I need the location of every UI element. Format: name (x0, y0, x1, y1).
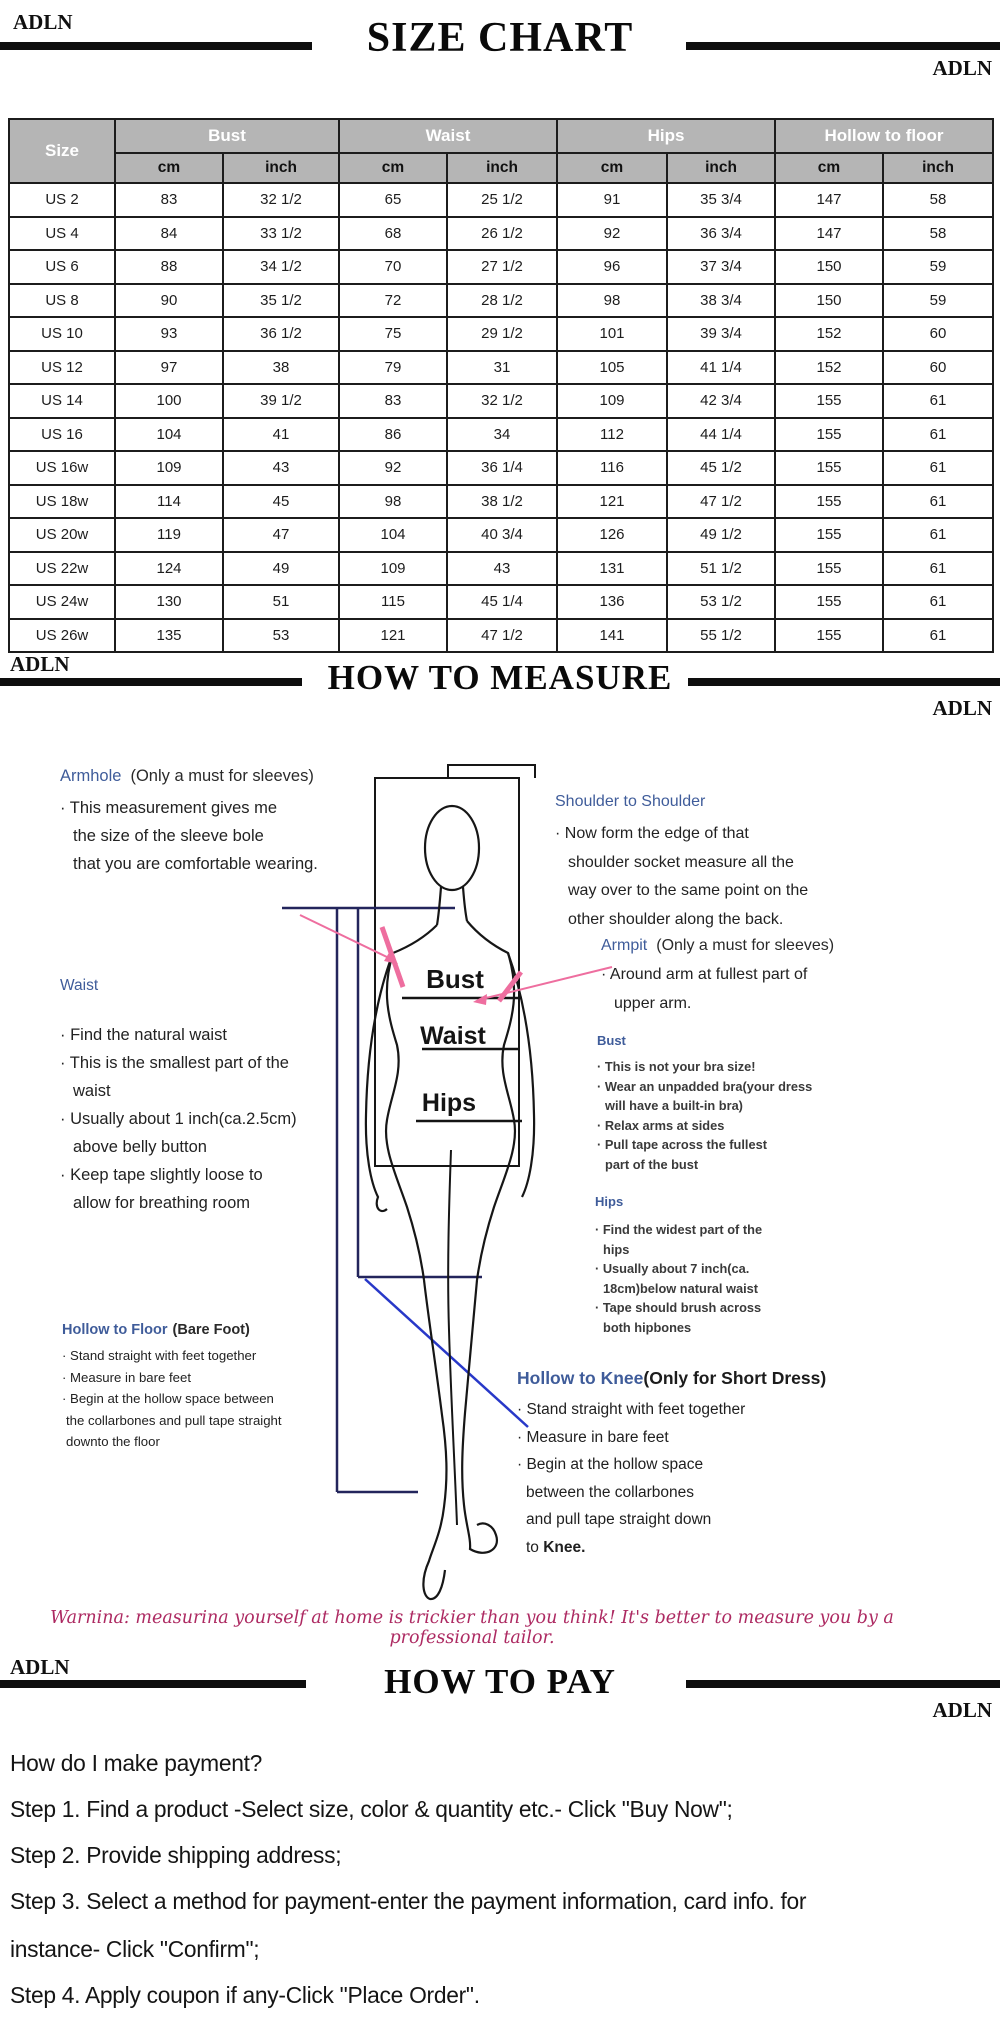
value-cell: 61 (883, 552, 993, 586)
block-subtitle: (Bare Foot) (172, 1322, 250, 1338)
value-cell: 68 (339, 217, 447, 251)
value-cell: 44 1/4 (667, 418, 775, 452)
instruction-line: upper arm. (614, 994, 692, 1012)
block-subtitle: (Only a must for sleeves) (130, 767, 314, 785)
value-cell: 147 (775, 183, 883, 217)
value-cell: 136 (557, 585, 667, 619)
value-cell: 126 (557, 518, 667, 552)
value-cell: 47 1/2 (447, 619, 557, 653)
value-cell: 29 1/2 (447, 317, 557, 351)
table-row (9, 250, 993, 284)
value-cell: 155 (775, 418, 883, 452)
block-subtitle: (Only for Short Dress) (643, 1368, 827, 1388)
instruction-line: · Now form the edge of that (555, 825, 749, 842)
instruction-block-waist (60, 977, 400, 1217)
instruction-line: other shoulder along the back. (568, 910, 784, 928)
table-row (9, 451, 993, 485)
table-row (9, 518, 993, 552)
instruction-line: way over to the same point on the (568, 882, 809, 899)
value-cell: 101 (557, 317, 667, 351)
value-cell: 114 (115, 485, 223, 519)
col-group-hips: Hips (557, 119, 775, 153)
value-cell: 124 (115, 552, 223, 586)
value-cell: 155 (775, 384, 883, 418)
value-cell: 35 3/4 (667, 183, 775, 217)
value-cell: 121 (557, 485, 667, 519)
unit-header-inch: inch (667, 153, 775, 183)
value-cell: 61 (883, 485, 993, 519)
knee-line-bold: Knee. (543, 1538, 586, 1556)
value-cell: 104 (339, 518, 447, 552)
value-cell: 49 1/2 (667, 518, 775, 552)
value-cell: 42 3/4 (667, 384, 775, 418)
value-cell: 112 (557, 418, 667, 452)
unit-header-inch: inch (447, 153, 557, 183)
col-group-hollow-to-floor: Hollow to floor (775, 119, 993, 153)
size-cell: US 12 (9, 351, 115, 385)
instruction-line: · Begin at the hollow space between (62, 1391, 274, 1406)
unit-header-cm: cm (557, 153, 667, 183)
unit-header-cm: cm (115, 153, 223, 183)
size-cell: US 14 (9, 384, 115, 418)
value-cell: 61 (883, 418, 993, 452)
value-cell: 41 (223, 418, 339, 452)
figure-label-hips: Hips (421, 1089, 477, 1117)
instruction-line: 18cm)below natural waist (603, 1280, 759, 1296)
instruction-line: and pull tape straight down (526, 1511, 712, 1528)
value-cell: 150 (775, 284, 883, 318)
value-cell: 130 (115, 585, 223, 619)
instruction-line: hips (603, 1241, 630, 1257)
value-cell: 92 (339, 451, 447, 485)
instruction-block-hollow-to-floor (62, 1322, 392, 1453)
instruction-line: waist (73, 1082, 111, 1100)
col-header-size: Size (9, 119, 115, 183)
value-cell: 116 (557, 451, 667, 485)
value-cell: 72 (339, 284, 447, 318)
value-cell: 51 1/2 (667, 552, 775, 586)
value-cell: 90 (115, 284, 223, 318)
value-cell: 109 (115, 451, 223, 485)
value-cell: 34 (447, 418, 557, 452)
table-row (9, 183, 993, 217)
table-header (9, 119, 993, 183)
value-cell: 59 (883, 250, 993, 284)
instruction-line: · Relax arms at sides (597, 1117, 725, 1133)
value-cell: 33 1/2 (223, 217, 339, 251)
size-cell: US 24w (9, 585, 115, 619)
brand-logo: ADLN (10, 1655, 70, 1679)
brand-logo: ADLN (932, 696, 992, 720)
value-cell: 53 1/2 (667, 585, 775, 619)
value-cell: 36 1/2 (223, 317, 339, 351)
table-row (9, 384, 993, 418)
value-cell: 27 1/2 (447, 250, 557, 284)
value-cell: 38 1/2 (447, 485, 557, 519)
value-cell: 152 (775, 351, 883, 385)
figure-label-waist: Waist (420, 1022, 486, 1050)
value-cell: 141 (557, 619, 667, 653)
value-cell: 105 (557, 351, 667, 385)
block-lines (60, 794, 400, 878)
table-row (9, 418, 993, 452)
block-title: Hips (595, 1194, 624, 1209)
brand-logo: ADLN (10, 652, 70, 676)
value-cell: 43 (447, 552, 557, 586)
instruction-line: · Stand straight with feet together (517, 1401, 746, 1418)
value-cell: 70 (339, 250, 447, 284)
instruction-line: allow for breathing room (73, 1194, 251, 1212)
value-cell: 25 1/2 (447, 183, 557, 217)
value-cell: 135 (115, 619, 223, 653)
value-cell: 83 (339, 384, 447, 418)
value-cell: 26 1/2 (447, 217, 557, 251)
value-cell: 32 1/2 (223, 183, 339, 217)
instruction-line: · Measure in bare feet (517, 1428, 669, 1446)
value-cell: 104 (115, 418, 223, 452)
value-cell: 155 (775, 552, 883, 586)
instruction-line: · Usually about 7 inch(ca. (595, 1261, 750, 1276)
block-heading (60, 767, 400, 786)
value-cell: 36 3/4 (667, 217, 775, 251)
value-cell: 109 (339, 552, 447, 586)
block-title: Armpit (601, 937, 648, 954)
block-lines (601, 961, 941, 1018)
instruction-line: above belly button (73, 1138, 207, 1156)
instruction-line: · Find the widest part of the (595, 1222, 763, 1237)
value-cell: 65 (339, 183, 447, 217)
value-cell: 155 (775, 485, 883, 519)
instruction-block-hollow-to-knee (517, 1368, 867, 1561)
block-title: Waist (60, 977, 99, 994)
instruction-line: the collarbones and pull tape straight (66, 1412, 282, 1428)
block-lines (555, 820, 895, 934)
table-row (9, 485, 993, 519)
size-cell: US 8 (9, 284, 115, 318)
unit-header-inch: inch (223, 153, 339, 183)
value-cell: 36 1/4 (447, 451, 557, 485)
brand-logo: ADLN (13, 10, 73, 34)
value-cell: 152 (775, 317, 883, 351)
instruction-line: shoulder socket measure all the (568, 853, 794, 871)
col-group-waist: Waist (339, 119, 557, 153)
block-title: Hollow to Floor (62, 1322, 168, 1338)
block-subtitle: (Only a must for sleeves) (656, 937, 835, 954)
value-cell: 61 (883, 585, 993, 619)
block-title: Hollow to Knee (517, 1368, 644, 1388)
value-cell: 155 (775, 451, 883, 485)
value-cell: 41 1/4 (667, 351, 775, 385)
block-heading (601, 937, 941, 955)
size-cell: US 6 (9, 250, 115, 284)
value-cell: 150 (775, 250, 883, 284)
value-cell: 58 (883, 217, 993, 251)
value-cell: 119 (115, 518, 223, 552)
size-cell: US 4 (9, 217, 115, 251)
value-cell: 61 (883, 451, 993, 485)
value-cell: 34 1/2 (223, 250, 339, 284)
value-cell: 40 3/4 (447, 518, 557, 552)
value-cell: 155 (775, 619, 883, 653)
block-heading (62, 1322, 392, 1338)
instruction-line: between the collarbones (526, 1483, 695, 1501)
instruction-line: · Stand straight with feet together (62, 1348, 257, 1363)
size-cell: US 10 (9, 317, 115, 351)
block-title: Shoulder to Shoulder (555, 793, 706, 810)
value-cell: 75 (339, 317, 447, 351)
size-cell: US 2 (9, 183, 115, 217)
size-cell: US 26w (9, 619, 115, 653)
measuring-warning-text: Warnina: measurina yourself at home is trickier than you think! It's better to measure you by a professional tailor. (50, 1608, 894, 1648)
figure-label-bust: Bust (426, 964, 484, 994)
instruction-line: · This is not your bra size! (597, 1059, 756, 1074)
instruction-line: · Tape should brush across (595, 1300, 762, 1315)
instruction-block-armpit (601, 937, 941, 1018)
instruction-block-shoulder (555, 793, 895, 934)
value-cell: 32 1/2 (447, 384, 557, 418)
section-title-how-to-measure: HOW TO MEASURE (327, 658, 673, 697)
instruction-line: · This is the smallest part of the (60, 1054, 289, 1072)
value-cell: 45 1/2 (667, 451, 775, 485)
size-cell: US 18w (9, 485, 115, 519)
unit-header-cm: cm (339, 153, 447, 183)
value-cell: 97 (115, 351, 223, 385)
instruction-block-bust (597, 1033, 867, 1174)
col-group-bust: Bust (115, 119, 339, 153)
unit-header-inch: inch (883, 153, 993, 183)
value-cell: 38 (223, 351, 339, 385)
value-cell: 83 (115, 183, 223, 217)
size-table-body (9, 183, 993, 652)
table-row (9, 317, 993, 351)
block-lines (517, 1396, 867, 1534)
size-cell: US 20w (9, 518, 115, 552)
block-lines (62, 1345, 392, 1453)
value-cell: 59 (883, 284, 993, 318)
value-cell: 61 (883, 518, 993, 552)
brand-logo: ADLN (932, 1698, 992, 1722)
value-cell: 55 1/2 (667, 619, 775, 653)
instruction-line: part of the bust (605, 1156, 699, 1172)
block-lines (60, 1021, 400, 1217)
divider-bar (688, 678, 1000, 686)
instruction-line: · Usually about 1 inch(ca.2.5cm) (60, 1110, 297, 1128)
payment-question: How do I make payment? (10, 1750, 263, 1776)
size-chart-table (8, 118, 994, 653)
table-row (9, 351, 993, 385)
value-cell: 155 (775, 518, 883, 552)
divider-bar (686, 42, 1000, 50)
value-cell: 37 3/4 (667, 250, 775, 284)
table-row (9, 585, 993, 619)
instruction-line: · Around arm at fullest part of (601, 966, 808, 983)
instruction-line: · Pull tape across the fullest (597, 1137, 767, 1152)
size-cell: US 16 (9, 418, 115, 452)
value-cell: 93 (115, 317, 223, 351)
value-cell: 47 (223, 518, 339, 552)
knee-line-prefix: to (526, 1538, 544, 1556)
instruction-line: downto the floor (66, 1434, 160, 1449)
table-row (9, 284, 993, 318)
instruction-line: · Keep tape slightly loose to (60, 1166, 263, 1184)
size-cell: US 16w (9, 451, 115, 485)
block-heading (517, 1368, 867, 1389)
value-cell: 147 (775, 217, 883, 251)
value-cell: 100 (115, 384, 223, 418)
value-cell: 88 (115, 250, 223, 284)
instruction-line: · Begin at the hollow space (517, 1456, 704, 1473)
value-cell: 45 1/4 (447, 585, 557, 619)
value-cell: 28 1/2 (447, 284, 557, 318)
payment-step-4: Step 4. Apply coupon if any-Click "Place Order". (10, 1982, 480, 2008)
value-cell: 155 (775, 585, 883, 619)
value-cell: 98 (339, 485, 447, 519)
block-title: Bust (597, 1033, 626, 1048)
section-title-how-to-pay: HOW TO PAY (384, 1662, 616, 1701)
instruction-line: · Find the natural waist (60, 1026, 227, 1044)
value-cell: 39 3/4 (667, 317, 775, 351)
value-cell: 98 (557, 284, 667, 318)
unit-header-cm: cm (775, 153, 883, 183)
value-cell: 91 (557, 183, 667, 217)
block-heading (60, 977, 400, 995)
payment-step-3: Step 3. Select a method for payment-enter the payment information, card info. for (10, 1888, 807, 1914)
value-cell: 51 (223, 585, 339, 619)
table-row (9, 217, 993, 251)
value-cell: 38 3/4 (667, 284, 775, 318)
value-cell: 96 (557, 250, 667, 284)
value-cell: 86 (339, 418, 447, 452)
instruction-line: · Measure in bare feet (62, 1369, 192, 1385)
instruction-line: both hipbones (603, 1319, 692, 1335)
payment-step-1: Step 1. Find a product -Select size, color & quantity etc.- Click "Buy Now"; (10, 1796, 733, 1822)
divider-bar (686, 1680, 1000, 1688)
block-heading (595, 1194, 865, 1209)
value-cell: 49 (223, 552, 339, 586)
brand-logo: ADLN (932, 56, 992, 80)
value-cell: 61 (883, 384, 993, 418)
value-cell: 61 (883, 619, 993, 653)
block-heading (597, 1033, 867, 1048)
block-title: Armhole (60, 767, 122, 785)
value-cell: 115 (339, 585, 447, 619)
value-cell: 47 1/2 (667, 485, 775, 519)
table-row (9, 552, 993, 586)
value-cell: 92 (557, 217, 667, 251)
value-cell: 60 (883, 351, 993, 385)
value-cell: 39 1/2 (223, 384, 339, 418)
value-cell: 84 (115, 217, 223, 251)
value-cell: 131 (557, 552, 667, 586)
value-cell: 79 (339, 351, 447, 385)
instruction-line: · Wear an unpadded bra(your dress (597, 1078, 813, 1094)
block-lines (595, 1220, 865, 1337)
instruction-line: · This measurement gives me (60, 799, 278, 817)
size-cell: US 22w (9, 552, 115, 586)
instruction-line (517, 1534, 867, 1562)
block-lines (597, 1057, 867, 1174)
value-cell: 58 (883, 183, 993, 217)
payment-step-3-cont: instance- Click "Confirm"; (10, 1936, 260, 1962)
instruction-line: the size of the sleeve bole (73, 827, 264, 845)
value-cell: 53 (223, 619, 339, 653)
instruction-block-hips (595, 1194, 865, 1337)
value-cell: 31 (447, 351, 557, 385)
payment-step-2: Step 2. Provide shipping address; (10, 1842, 342, 1868)
section-title-size-chart: SIZE CHART (366, 15, 634, 61)
value-cell: 121 (339, 619, 447, 653)
instruction-line: that you are comfortable wearing. (73, 855, 318, 873)
table-row (9, 619, 993, 653)
instruction-block-armhole (60, 767, 400, 878)
instruction-line: will have a built-in bra) (605, 1098, 743, 1113)
value-cell: 35 1/2 (223, 284, 339, 318)
block-heading (555, 793, 895, 811)
value-cell: 45 (223, 485, 339, 519)
value-cell: 109 (557, 384, 667, 418)
value-cell: 43 (223, 451, 339, 485)
value-cell: 60 (883, 317, 993, 351)
